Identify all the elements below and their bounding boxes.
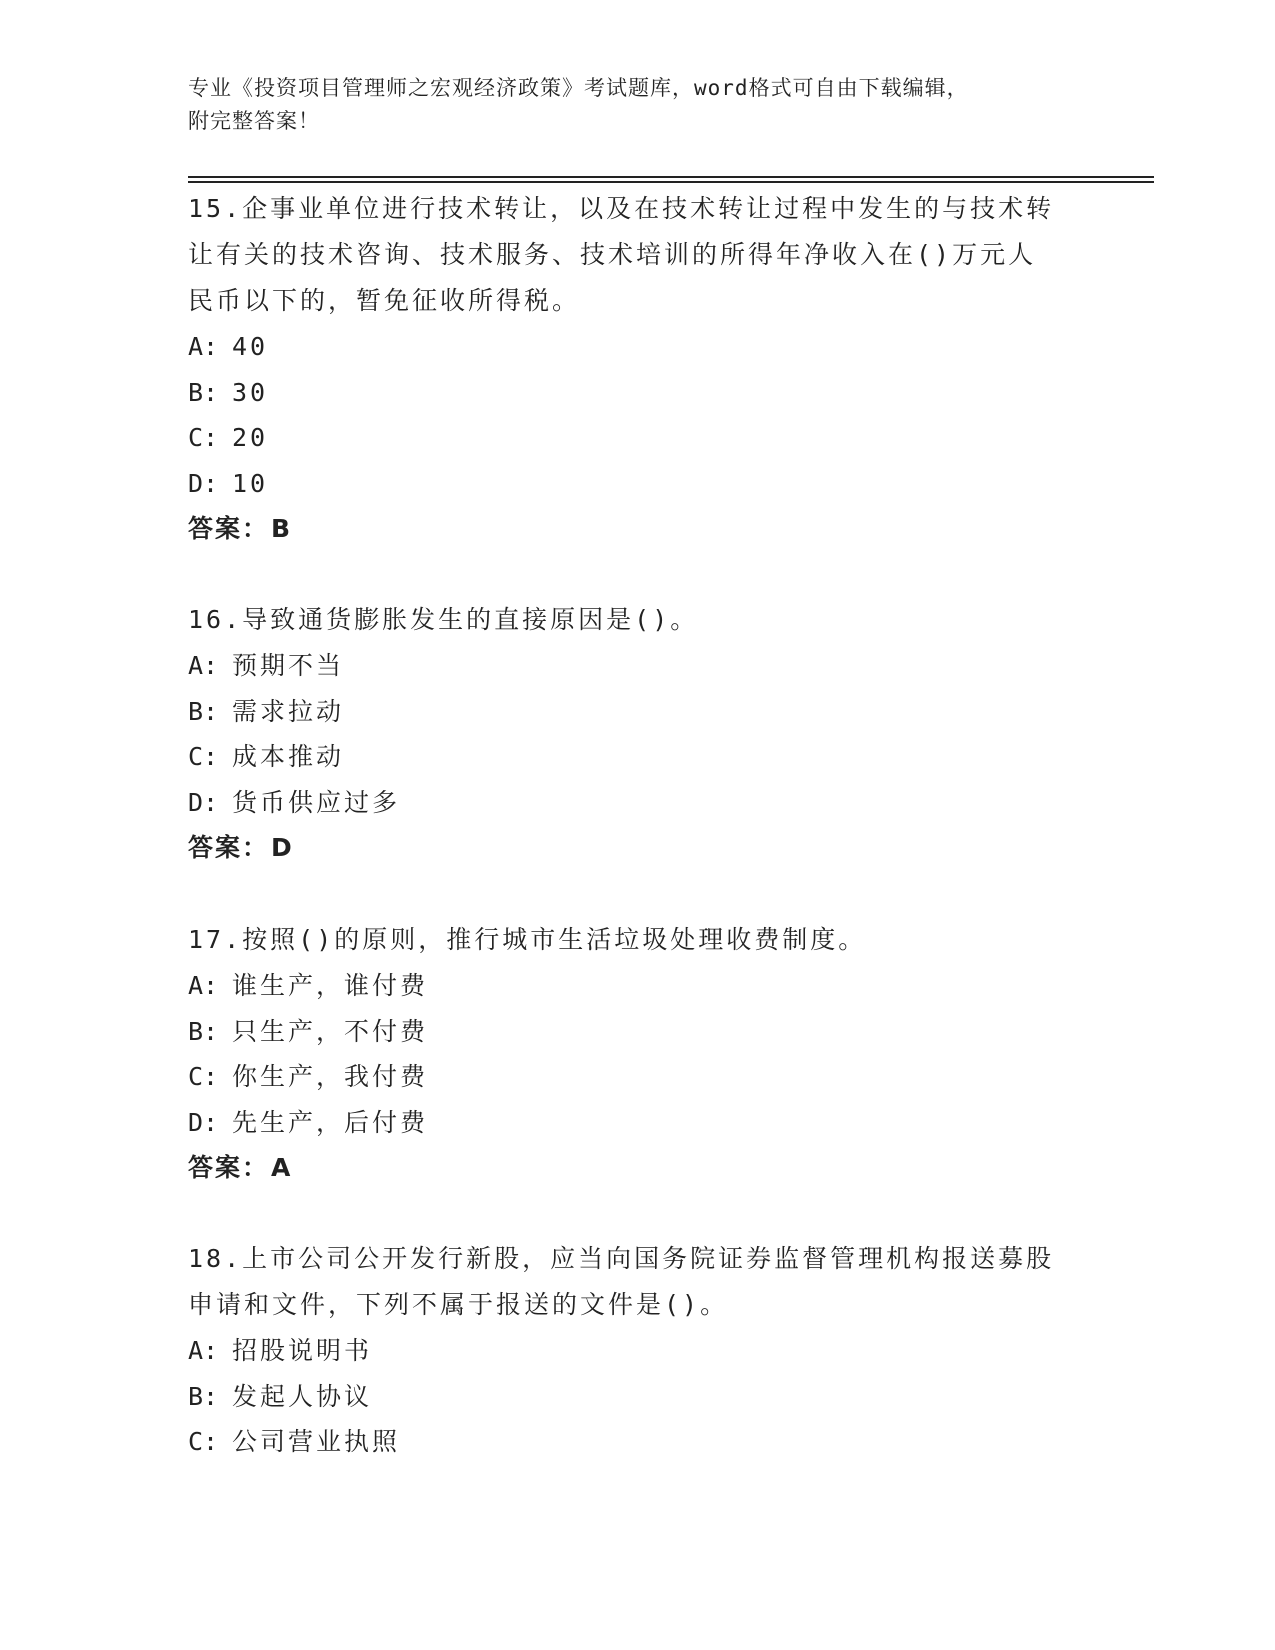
option-key: A: — [188, 1336, 219, 1365]
option-c — [188, 1054, 1088, 1100]
header-divider-bottom — [188, 181, 1154, 183]
option-c — [188, 734, 1088, 780]
option-d — [188, 1100, 1088, 1146]
option-key: C: — [188, 1062, 219, 1091]
option-text: 成本推动 — [232, 742, 345, 771]
answer-value: D — [271, 833, 292, 862]
option-key: D: — [188, 787, 219, 817]
option-text: 10 — [232, 468, 269, 498]
option-b — [188, 1009, 1088, 1055]
option-text: 需求拉动 — [232, 696, 345, 726]
option-key: D: — [188, 468, 219, 498]
option-key: A: — [188, 971, 219, 1000]
option-text: 30 — [232, 377, 269, 407]
option-text: 谁生产，谁付费 — [232, 971, 429, 1000]
question-stem-line: 18.上市公司公开发行新股，应当向国务院证券监督管理机构报送募股 — [188, 1244, 1055, 1273]
question-15 — [188, 186, 1088, 552]
option-key: D: — [188, 1107, 219, 1137]
option-key: B: — [188, 1381, 219, 1411]
option-text: 你生产，我付费 — [232, 1062, 429, 1091]
option-a — [188, 1328, 1088, 1374]
option-b — [188, 370, 1088, 416]
option-key: C: — [188, 423, 219, 452]
option-a — [188, 643, 1088, 689]
question-16 — [188, 597, 1088, 871]
answer-line — [188, 506, 1088, 552]
option-key: C: — [188, 742, 219, 771]
answer-label: 答案： — [188, 833, 270, 862]
option-text: 40 — [232, 332, 269, 361]
answer-line — [188, 1145, 1088, 1191]
question-stem-line: 民币以下的，暂免征收所得税。 — [188, 286, 581, 315]
header-line-1: 专业《投资项目管理师之宏观经济政策》考试题库，word格式可自由下载编辑， — [188, 76, 969, 100]
question-stem-line: 15.企事业单位进行技术转让，以及在技术转让过程中发生的与技术转 — [188, 194, 1055, 223]
answer-value: B — [271, 514, 291, 543]
option-c — [188, 415, 1088, 461]
question-stem-line: 16.导致通货膨胀发生的直接原因是()。 — [188, 605, 699, 634]
question-17 — [188, 917, 1088, 1191]
option-key: C: — [188, 1427, 219, 1456]
option-text: 预期不当 — [232, 651, 345, 680]
question-stem-line: 17.按照()的原则，推行城市生活垃圾处理收费制度。 — [188, 925, 867, 954]
option-text: 先生产，后付费 — [232, 1107, 429, 1137]
question-stem-line: 让有关的技术咨询、技术服务、技术培训的所得年净收入在()万元人 — [188, 240, 1037, 269]
question-18 — [188, 1236, 1088, 1465]
option-d — [188, 461, 1088, 507]
option-b — [188, 1374, 1088, 1420]
option-key: B: — [188, 377, 219, 407]
option-text: 公司营业执照 — [232, 1427, 401, 1456]
option-text: 招股说明书 — [232, 1336, 373, 1365]
option-text: 20 — [232, 423, 269, 452]
option-c — [188, 1419, 1088, 1465]
option-key: A: — [188, 332, 219, 361]
option-a — [188, 963, 1088, 1009]
header-line-2: 附完整答案！ — [188, 109, 320, 133]
option-key: B: — [188, 1016, 219, 1046]
option-key: A: — [188, 651, 219, 680]
answer-value: A — [271, 1153, 291, 1182]
document-header — [188, 72, 1088, 138]
header-divider-top — [188, 176, 1154, 178]
question-stem-line: 申请和文件，下列不属于报送的文件是()。 — [188, 1290, 729, 1319]
option-b — [188, 689, 1088, 735]
option-d — [188, 780, 1088, 826]
answer-label: 答案： — [188, 1153, 270, 1182]
answer-line — [188, 825, 1088, 871]
option-text: 只生产，不付费 — [232, 1016, 429, 1046]
option-text: 货币供应过多 — [232, 787, 401, 817]
answer-label: 答案： — [188, 514, 270, 543]
option-key: B: — [188, 696, 219, 726]
option-text: 发起人协议 — [232, 1381, 373, 1411]
option-a — [188, 324, 1088, 370]
